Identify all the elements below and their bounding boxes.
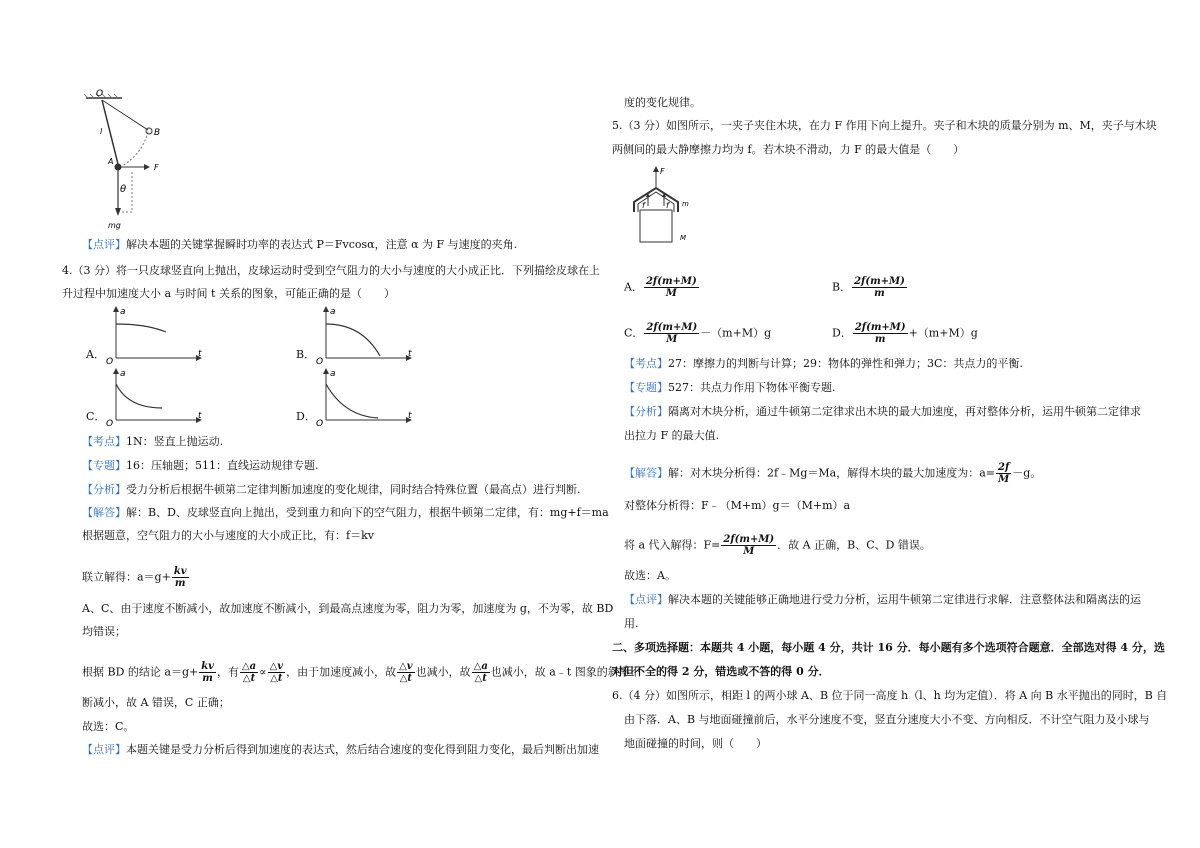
q4-option-d-label: D． bbox=[296, 410, 316, 423]
graph-b-x: t bbox=[408, 349, 412, 359]
q5-option-b[interactable] bbox=[832, 276, 908, 299]
bd-mid2: ，由于加速度减小，故 bbox=[286, 665, 397, 679]
q6-stem-1: 6.（4 分）如图所示，相距 l 的两小球 A、B 位于同一高度 h（l、h 均为定值）．将 A 向 B 水平抛出的同时，B 自 bbox=[612, 689, 1168, 702]
lianli-text: 联立解得：a＝g+ bbox=[82, 570, 171, 584]
daiyu-text: 将 a 代入解得：F= bbox=[624, 538, 721, 552]
q5-stem-2: 两侧间的最大静摩擦力均为 f。若木块不滑动，力 F 的最大值是（ ） bbox=[612, 143, 965, 156]
q4-kv-line: 根据题意，空气阻力的大小与速度的大小成正比，有：f＝kv bbox=[82, 529, 374, 542]
frac-option-c bbox=[644, 322, 699, 345]
option-tail: －（m+M）g bbox=[700, 326, 772, 340]
q5-option-a[interactable] bbox=[624, 276, 700, 299]
jieda-text: 解：对木块分析得：2f﹣Mg＝Ma，解得木块的最大加速度为：a= bbox=[668, 466, 995, 480]
zhuanti-text: 527：共点力作用下物体平衡专题. bbox=[668, 381, 836, 394]
frac-num: 2f(m+M) bbox=[646, 322, 698, 333]
frac-num: 2f(m+M) bbox=[854, 276, 905, 287]
q4-option-a-label: A． bbox=[86, 348, 105, 361]
bd-pre: 根据 BD 的结论 a＝g+ bbox=[82, 665, 199, 679]
clip-label-m: m bbox=[682, 200, 689, 208]
frac-num: △a bbox=[473, 661, 488, 672]
frac-den: M bbox=[998, 474, 1010, 485]
frac-den: m bbox=[874, 288, 885, 299]
fenxi-text: 隔离对木块分析，通过牛顿第二定律求出木块的最大加速度，再对整体分析，运用牛顿第二定律求 bbox=[668, 405, 1141, 418]
review-tag: 【点评】 bbox=[624, 593, 668, 606]
q5-fenxi-2: 出拉力 F 的最大值. bbox=[624, 429, 720, 442]
frac-num: △a bbox=[241, 661, 257, 672]
clip-label-f2: f bbox=[666, 201, 669, 210]
pendulum-figure bbox=[82, 89, 202, 232]
graph-c-x: t bbox=[198, 411, 202, 421]
q5-review-2: 用. bbox=[624, 617, 639, 630]
jieda-tail: －g。 bbox=[1012, 466, 1042, 480]
option-label: D． bbox=[832, 326, 852, 340]
clip-label-f1: f bbox=[642, 201, 645, 210]
fig-label-o: O bbox=[96, 89, 104, 99]
bd-end: 也减小，故 a﹣t 图象的斜率不 bbox=[490, 665, 641, 679]
frac-num: kv bbox=[173, 566, 187, 577]
zhuanti-tag: 【专题】 bbox=[82, 459, 126, 472]
frac-num: kv bbox=[201, 661, 214, 672]
q4-zhuanti bbox=[82, 458, 319, 474]
kaodian-text: 27：摩擦力的判断与计算；29：物体的弹性和弹力；3C：共点力的平衡. bbox=[668, 357, 1023, 370]
clip-label-M: M bbox=[680, 234, 687, 242]
frac-da-dt-2 bbox=[472, 661, 490, 684]
option-label: B． bbox=[832, 280, 852, 294]
q5-daiyu bbox=[624, 534, 931, 557]
frac-F bbox=[721, 534, 776, 557]
zhuanti-tag: 【专题】 bbox=[624, 381, 668, 394]
fig-label-l: l bbox=[100, 127, 103, 136]
frac-option-d bbox=[853, 322, 908, 345]
graph-a-o: O bbox=[106, 357, 114, 367]
frac-den: m bbox=[202, 673, 213, 684]
graph-b-o: O bbox=[316, 357, 324, 367]
q4-stem-1: 4.（3 分）将一只皮球竖直向上抛出，皮球运动时受到空气阻力的大小与速度的大小成正比．下列描绘皮球在上 bbox=[62, 264, 600, 277]
graph-a-x: t bbox=[198, 349, 202, 359]
frac-num: 2f(m+M) bbox=[645, 276, 697, 287]
fig-label-theta: θ bbox=[120, 184, 127, 195]
graph-c-o: O bbox=[106, 419, 114, 429]
daiyu-tail: ．故 A 正确，B、C、D 错误。 bbox=[777, 538, 931, 552]
jieda-text: 解：B、D、皮球竖直向上抛出，受到重力和向下的空气阻力，根据牛顿第二定律，有：mg+f＝ma bbox=[126, 506, 609, 519]
graph-d-y: a bbox=[330, 369, 336, 379]
q4-fenxi bbox=[82, 482, 581, 498]
option-label: A． bbox=[624, 280, 643, 294]
graph-d-o: O bbox=[316, 419, 324, 429]
q4-ac-line-2: 均错误； bbox=[82, 625, 126, 638]
frac-den: M bbox=[743, 546, 755, 557]
q5-answer: 故选：A。 bbox=[624, 569, 676, 582]
zhuanti-text: 16：压轴题；511：直线运动规律专题. bbox=[126, 459, 319, 472]
fig-label-f: F bbox=[154, 163, 159, 172]
option-tail: +（m+M）g bbox=[908, 326, 978, 340]
frac-den: M bbox=[666, 334, 678, 345]
jieda-tag: 【解答】 bbox=[624, 466, 668, 480]
bd-mid3: 也减小，故 bbox=[415, 665, 471, 679]
graph-d-x: t bbox=[408, 411, 412, 421]
frac-den: m bbox=[874, 334, 886, 345]
graph-c-y: a bbox=[120, 369, 126, 379]
kaodian-text: 1N：竖直上抛运动. bbox=[126, 435, 224, 448]
q4-option-b-label: B． bbox=[296, 348, 316, 361]
q4-jieda bbox=[82, 505, 609, 521]
q4-option-a-graph bbox=[104, 306, 204, 366]
fenxi-text: 受力分析后根据牛顿第二定律判断加速度的变化规律，同时结合特殊位置（最高点）进行判断. bbox=[126, 483, 581, 496]
clip-block-figure bbox=[622, 166, 712, 256]
review-text: 解决本题的关键能够正确地进行受力分析，运用牛顿第二定律进行求解．注意整体法和隔离法的运 bbox=[668, 593, 1141, 606]
q4-review bbox=[82, 742, 599, 758]
q4-option-b-graph bbox=[314, 306, 414, 366]
frac-num: 2f bbox=[997, 462, 1010, 473]
frac-num: 2f(m+M) bbox=[723, 534, 775, 545]
fenxi-tag: 【分析】 bbox=[82, 483, 126, 496]
q5-kaodian bbox=[624, 356, 1023, 372]
q5-review bbox=[624, 592, 1141, 608]
option-label: C． bbox=[624, 326, 644, 340]
review-tag: 【点评】 bbox=[82, 238, 126, 251]
review-tag: 【点评】 bbox=[82, 743, 126, 756]
jieda-tag: 【解答】 bbox=[82, 506, 126, 519]
frac-den: △t bbox=[474, 673, 487, 684]
propto: ∝ bbox=[259, 665, 267, 679]
q5-stem-1: 5.（3 分）如图所示，一夹子夹住木块，在力 F 作用下向上提升。夹子和木块的质量分别为 m、M，夹子与木块 bbox=[612, 119, 1157, 132]
section-2-heading-1: 二、多项选择题：本题共 4 小题，每小题 4 分，共计 16 分．每小题有多个选项符合题意．全部选对得 4 分，选 bbox=[612, 641, 1165, 654]
q4-option-c-label: C． bbox=[86, 410, 106, 423]
frac-kv-m bbox=[172, 566, 189, 589]
frac-den: △t bbox=[399, 673, 413, 684]
q4-answer: 故选：C。 bbox=[82, 720, 135, 733]
q5-option-c[interactable] bbox=[624, 322, 771, 345]
frac-dv-dt-2 bbox=[397, 661, 415, 684]
q4-bd-line-2: 断减小，故 A 错误，C 正确； bbox=[82, 696, 230, 709]
fenxi-tag: 【分析】 bbox=[624, 405, 668, 418]
frac-kv-m-2 bbox=[199, 661, 216, 684]
kaodian-tag: 【考点】 bbox=[624, 357, 668, 370]
fig-label-mg: mg bbox=[108, 221, 121, 230]
kaodian-tag: 【考点】 bbox=[82, 435, 126, 448]
review-line-q3 bbox=[82, 237, 517, 253]
q4-bd-line bbox=[82, 661, 641, 684]
review-text: 解决本题的关键掌握瞬时功率的表达式 P＝Fvcosα，注意 α 为 F 与速度的夹角. bbox=[126, 238, 518, 251]
q5-zhuanti bbox=[624, 380, 836, 396]
q5-zhengti: 对整体分析得：F﹣（M+m）g＝（M+m）a bbox=[624, 499, 851, 512]
frac-option-b bbox=[852, 276, 907, 299]
bd-mid1: ，有 bbox=[216, 665, 239, 679]
frac-dv-dt bbox=[268, 661, 286, 684]
q4-option-c-graph bbox=[104, 368, 204, 428]
graph-a-y: a bbox=[120, 307, 126, 317]
graph-b-y: a bbox=[330, 307, 336, 317]
clip-label-F: F bbox=[660, 167, 665, 176]
frac-num: △v bbox=[269, 661, 284, 672]
section-2-heading-2: 对但不全的得 2 分，错选或不答的得 0 分． bbox=[612, 665, 830, 678]
q6-stem-2: 由下落．A、B 与地面碰撞前后，水平分速度不变，竖直分速度大小不变、方向相反．不计空气阻力及小球与 bbox=[624, 713, 1150, 726]
q4-ac-line-1: A、C、由于速度不断减小，故加速度不断减小，到最高点速度为零，阻力为零，加速度为 g，不为零，故 BD bbox=[82, 602, 614, 615]
frac-num: △v bbox=[399, 661, 413, 672]
frac-den: △t bbox=[270, 673, 283, 684]
q6-stem-3: 地面碰撞的时间，则（ ） bbox=[624, 737, 767, 750]
frac-option-a bbox=[644, 276, 699, 299]
q4-lianli bbox=[82, 566, 190, 589]
frac-den: M bbox=[665, 288, 677, 299]
frac-2f-M bbox=[996, 462, 1011, 485]
q5-fenxi bbox=[624, 404, 1141, 420]
frac-da-dt bbox=[240, 661, 258, 684]
q4-kaodian bbox=[82, 434, 223, 450]
frac-den: △t bbox=[242, 673, 256, 684]
frac-num: 2f(m+M) bbox=[854, 322, 906, 333]
q5-option-d[interactable] bbox=[832, 322, 978, 345]
fig-label-a: A bbox=[108, 157, 114, 166]
fig-label-b: B bbox=[154, 128, 161, 138]
q4-option-d-graph bbox=[314, 368, 414, 428]
q4-review-continued: 度的变化规律。 bbox=[624, 96, 701, 109]
q5-jieda bbox=[624, 462, 1041, 485]
frac-den: m bbox=[174, 578, 186, 589]
review-text: 本题关键是受力分析后得到加速度的表达式，然后结合速度的变化得到阻力变化，最后判断出加速 bbox=[126, 743, 599, 756]
q4-stem-2: 升过程中加速度大小 a 与时间 t 关系的图象，可能正确的是（ ） bbox=[62, 287, 395, 300]
